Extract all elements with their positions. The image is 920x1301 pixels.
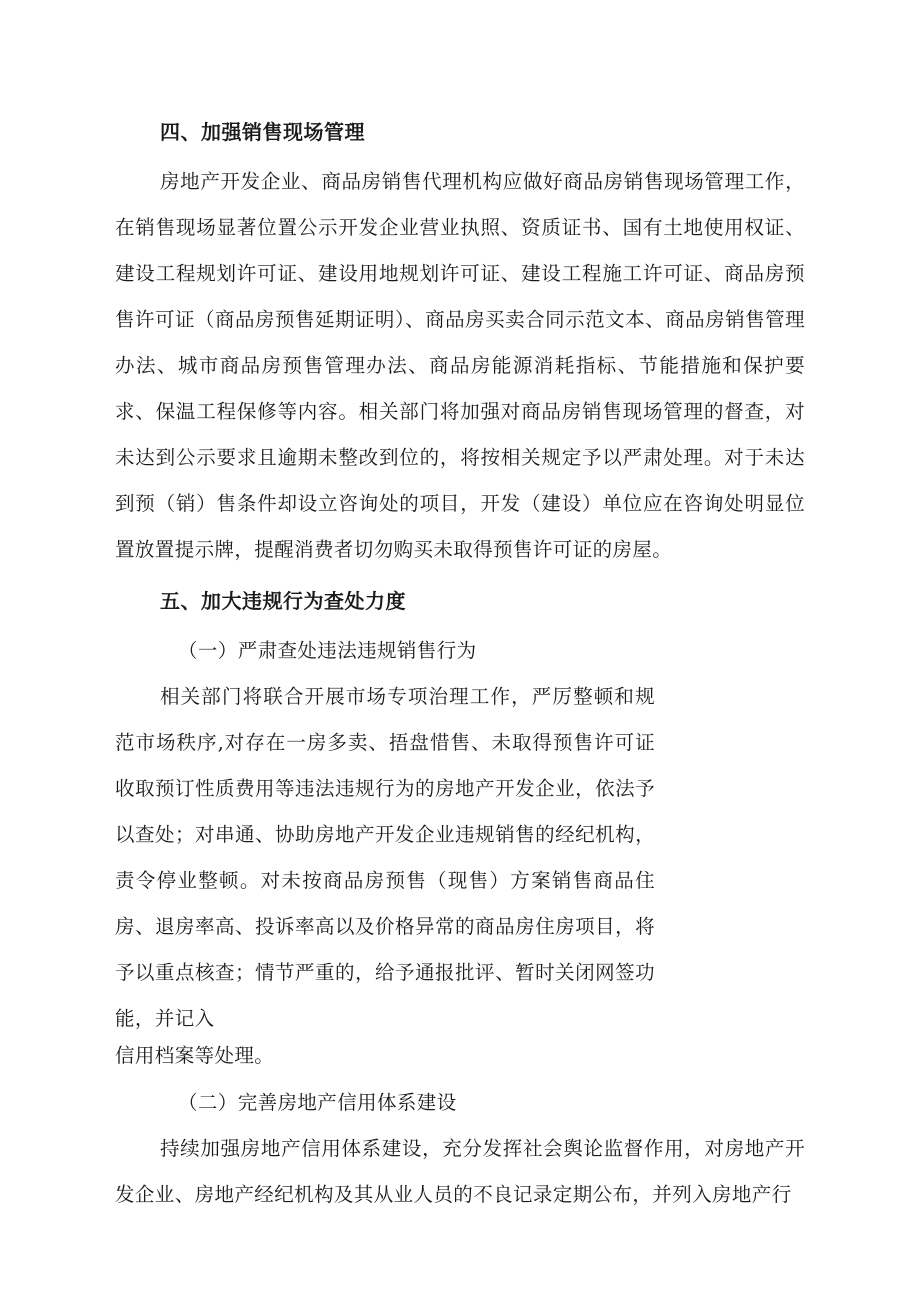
section-5-sub-1-paragraph: 相关部门将联合开展市场专项治理工作，严厉整顿和规范市场秩序,对存在一房多卖、捂盘惜售、未取得预售许可证收取预订性质费用等违法违规行为的房地产开发企业，依法予以查处；对串通、协助房地产开发企业违规销售的经纪机构，责令停业整顿。对未按商品房预售（现售）方案销售商品住房、退房率高、投诉率高以及价格异常的商品房住房项目，将予以重点核查；情节严重的，给予通报批评、暂时关闭网签功能，并记入 bbox=[115, 685, 655, 1030]
spacer bbox=[115, 573, 805, 583]
document-body bbox=[115, 114, 805, 1218]
section-5-subheading-1: （一）严肃查处违法违规销售行为 bbox=[178, 639, 477, 662]
section-5-sub-2-paragraph: 持续加强房地产信用体系建设，充分发挥社会舆论监督作用，对房地产开发企业、房地产经纪机构及其从业人员的不良记录定期公布，并列入房地产行 bbox=[115, 1137, 805, 1206]
section-4-paragraph: 房地产开发企业、商品房销售代理机构应做好商品房销售现场管理工作，在销售现场显著位置公示开发企业营业执照、资质证书、国有土地使用权证、建设工程规划许可证、建设用地规划许可证、建设工程施工许可证、商品房预售许可证（商品房预售延期证明）、商品房买卖合同示范文本、商品房销售管理办法、城市商品房预售管理办法、商品房能源消耗指标、节能措施和保护要求、保温工程保修等内容。相关部门将加强对商品房销售现场管理的督查，对未达到公示要求且逾期未整改到位的，将按相关规定予以严肃处理。对于未达到预（销）售条件却设立咨询处的项目，开发（建设）单位应在咨询处明显位置放置提示牌，提醒消费者切勿购买未取得预售许可证的房屋。 bbox=[115, 170, 805, 561]
section-5-subheading-2: （二）完善房地产信用体系建设 bbox=[178, 1091, 457, 1114]
section-4-heading: 四、加强销售现场管理 bbox=[160, 120, 365, 144]
spacer bbox=[115, 151, 805, 159]
spacer bbox=[115, 1070, 805, 1080]
section-5-heading: 五、加大违规行为查处力度 bbox=[160, 589, 406, 613]
spacer bbox=[115, 620, 805, 628]
section-5-sub-1-paragraph-tail: 信用档案等处理。 bbox=[115, 1044, 275, 1067]
